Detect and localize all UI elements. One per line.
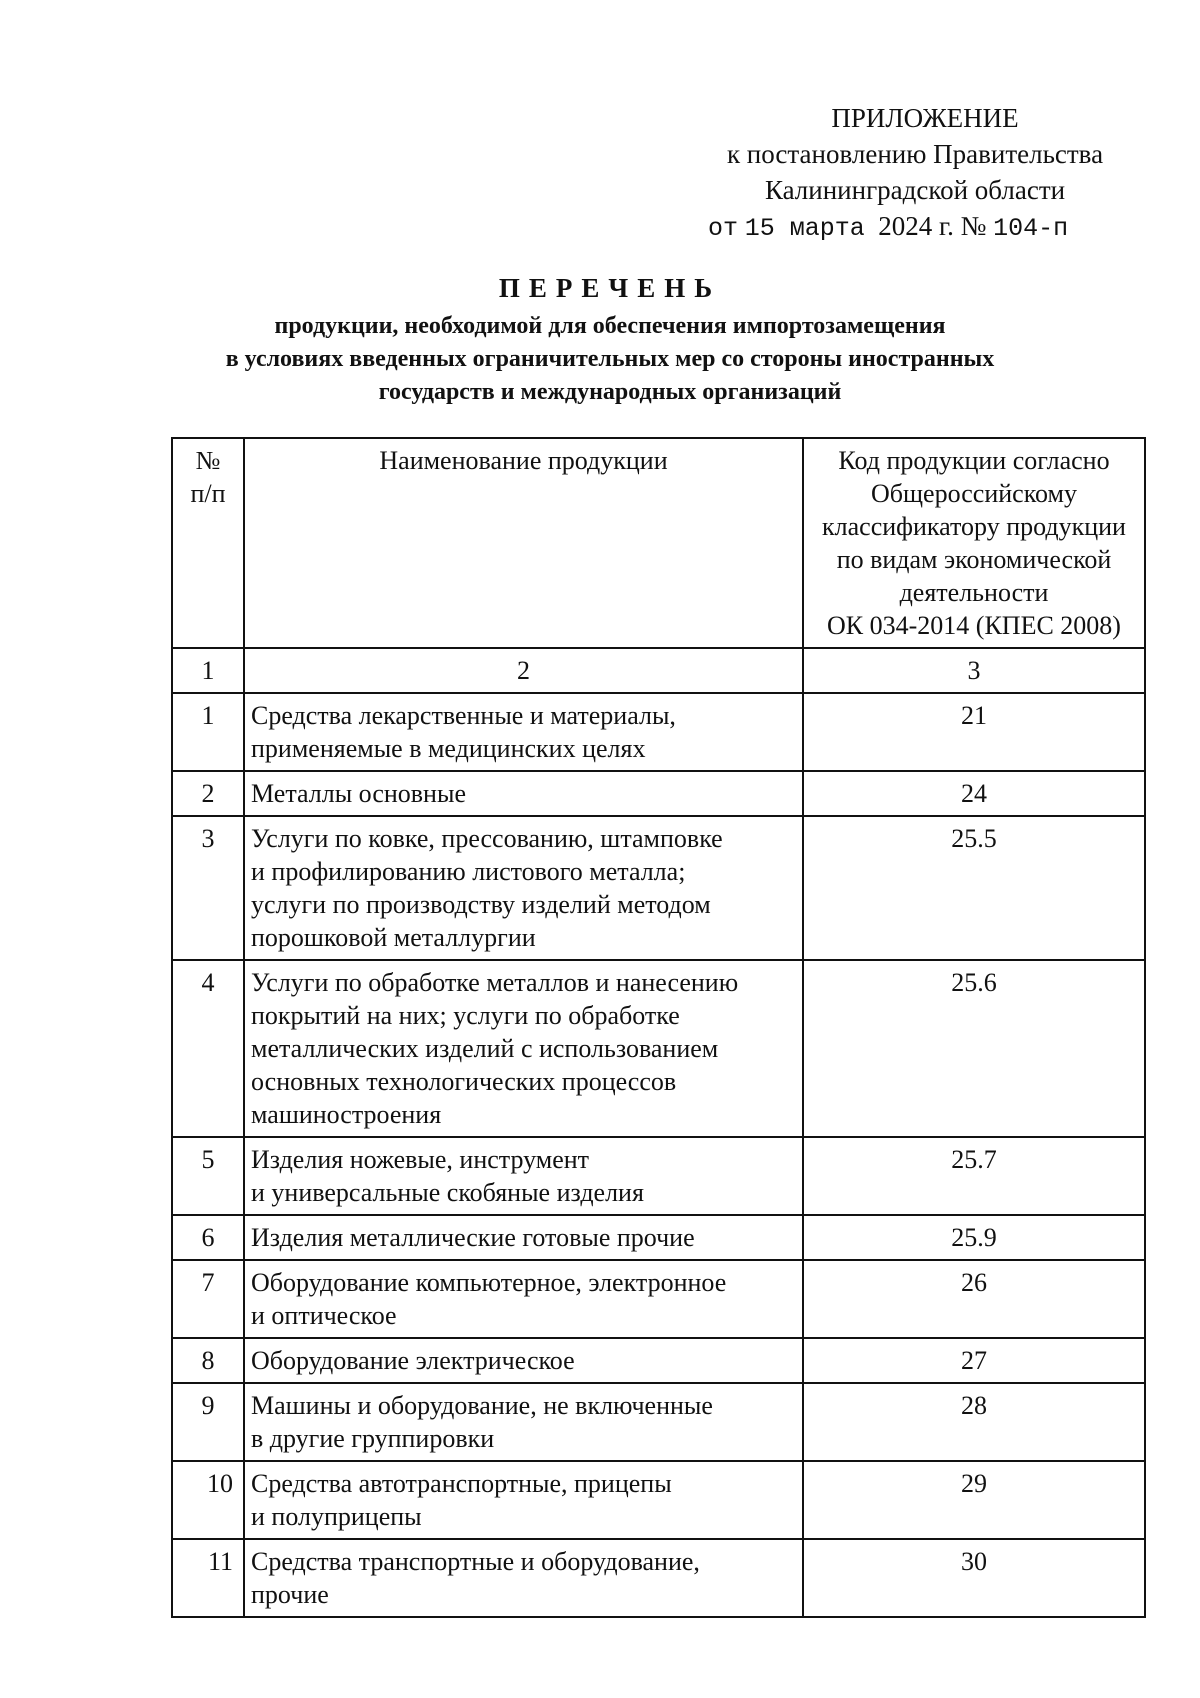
product-code: 24 bbox=[803, 771, 1145, 816]
product-code: 21 bbox=[803, 693, 1145, 771]
table-row bbox=[172, 816, 1145, 960]
header-code-line: Код продукции согласно bbox=[838, 446, 1110, 475]
appendix-date-line bbox=[708, 208, 1180, 247]
product-name-line: применяемые в медицинских целях bbox=[251, 734, 646, 763]
product-name-line: Услуги по ковке, прессованию, штамповке bbox=[251, 824, 723, 853]
table-row bbox=[172, 693, 1145, 771]
heading-subtitle-line: продукции, необходимой для обеспечения импортозамещения bbox=[274, 313, 946, 339]
row-number: 9 bbox=[172, 1383, 244, 1461]
table-row bbox=[172, 1383, 1145, 1461]
table-row bbox=[172, 1215, 1145, 1260]
table-row bbox=[172, 1461, 1145, 1539]
column-number: 1 bbox=[172, 648, 244, 693]
document-number: 104-п bbox=[993, 214, 1069, 243]
product-name-line: порошковой металлургии bbox=[251, 923, 536, 952]
table-row bbox=[172, 1137, 1145, 1215]
product-name-line: Средства лекарственные и материалы, bbox=[251, 701, 676, 730]
table-header-row bbox=[172, 438, 1145, 648]
header-code-line: деятельности bbox=[899, 578, 1049, 607]
row-number: 7 bbox=[172, 1260, 244, 1338]
product-name bbox=[244, 693, 803, 771]
product-name-line: услуги по производству изделий методом bbox=[251, 890, 711, 919]
date-day-month: 15 марта bbox=[744, 214, 865, 243]
product-name-line: и полуприцепы bbox=[251, 1502, 422, 1531]
product-code: 25.9 bbox=[803, 1215, 1145, 1260]
table-row bbox=[172, 1260, 1145, 1338]
header-num-line: № bbox=[195, 446, 221, 475]
column-number-row bbox=[172, 648, 1145, 693]
product-name-line: металлических изделий с использованием bbox=[251, 1034, 719, 1063]
product-name-line: и оптическое bbox=[251, 1301, 397, 1330]
row-number: 11 bbox=[172, 1539, 244, 1617]
date-prefix: от bbox=[708, 214, 739, 243]
header-num bbox=[172, 438, 244, 648]
product-name bbox=[244, 1461, 803, 1539]
heading-subtitle-line: государств и международных организаций bbox=[378, 379, 842, 405]
header-code bbox=[803, 438, 1145, 648]
row-number: 5 bbox=[172, 1137, 244, 1215]
row-number: 2 bbox=[172, 771, 244, 816]
number-sign: № bbox=[960, 211, 987, 241]
product-name-line: Оборудование компьютерное, электронное bbox=[251, 1268, 727, 1297]
row-number: 10 bbox=[172, 1461, 244, 1539]
product-name bbox=[244, 960, 803, 1137]
product-name-line: покрытий на них; услуги по обработке bbox=[251, 1001, 680, 1030]
product-name bbox=[244, 1215, 803, 1260]
product-name-line: машиностроения bbox=[251, 1100, 442, 1129]
table-row bbox=[172, 1539, 1145, 1617]
product-name bbox=[244, 771, 803, 816]
product-code: 25.7 bbox=[803, 1137, 1145, 1215]
product-name-line: основных технологических процессов bbox=[251, 1067, 677, 1096]
header-code-line: ОК 034-2014 (КПЕС 2008) bbox=[827, 611, 1121, 640]
product-code: 28 bbox=[803, 1383, 1145, 1461]
product-name-line: Средства транспортные и оборудование, bbox=[251, 1547, 700, 1576]
row-number: 8 bbox=[172, 1338, 244, 1383]
table-body bbox=[172, 648, 1145, 1617]
product-code: 25.5 bbox=[803, 816, 1145, 960]
product-name-line: Изделия ножевые, инструмент bbox=[251, 1145, 590, 1174]
product-name-line: прочие bbox=[251, 1580, 329, 1609]
table-row bbox=[172, 771, 1145, 816]
date-year: 2024 г. bbox=[878, 211, 954, 241]
heading-title: ПЕРЕЧЕНЬ bbox=[498, 273, 722, 303]
appendix-line-2: Калининградской области bbox=[764, 175, 1066, 205]
table-row bbox=[172, 1338, 1145, 1383]
product-code: 27 bbox=[803, 1338, 1145, 1383]
product-name bbox=[244, 1137, 803, 1215]
product-name bbox=[244, 1338, 803, 1383]
product-name-line: Услуги по обработке металлов и нанесению bbox=[251, 968, 739, 997]
column-number: 2 bbox=[244, 648, 803, 693]
header-num-line: п/п bbox=[190, 479, 226, 508]
appendix-title: ПРИЛОЖЕНИЕ bbox=[831, 103, 1019, 133]
header-code-line: классификатору продукции bbox=[822, 512, 1126, 541]
header-code-line: по видам экономической bbox=[836, 545, 1112, 574]
product-name-line: в другие группировки bbox=[251, 1424, 495, 1453]
table-row bbox=[172, 960, 1145, 1137]
row-number: 4 bbox=[172, 960, 244, 1137]
row-number: 3 bbox=[172, 816, 244, 960]
document-heading bbox=[150, 270, 1070, 409]
product-code: 26 bbox=[803, 1260, 1145, 1338]
product-name-line: Машины и оборудование, не включенные bbox=[251, 1391, 713, 1420]
appendix-block bbox=[650, 100, 1180, 247]
product-name bbox=[244, 1383, 803, 1461]
product-name bbox=[244, 1539, 803, 1617]
row-number: 6 bbox=[172, 1215, 244, 1260]
product-name bbox=[244, 816, 803, 960]
product-code: 29 bbox=[803, 1461, 1145, 1539]
row-number: 1 bbox=[172, 693, 244, 771]
product-name-line: Оборудование электрическое bbox=[251, 1346, 575, 1375]
product-name-line: Средства автотранспортные, прицепы bbox=[251, 1469, 672, 1498]
product-code: 30 bbox=[803, 1539, 1145, 1617]
product-name-line: Металлы основные bbox=[251, 779, 466, 808]
product-name-line: и профилированию листового металла; bbox=[251, 857, 686, 886]
heading-subtitle-line: в условиях введенных ограничительных мер со стороны иностранных bbox=[225, 346, 995, 372]
appendix-line-1: к постановлению Правительства bbox=[726, 139, 1104, 169]
product-name-line: Изделия металлические готовые прочие bbox=[251, 1223, 695, 1252]
product-name-line: и универсальные скобяные изделия bbox=[251, 1178, 644, 1207]
header-name: Наименование продукции bbox=[244, 438, 803, 648]
product-code: 25.6 bbox=[803, 960, 1145, 1137]
column-number: 3 bbox=[803, 648, 1145, 693]
product-table bbox=[171, 437, 1146, 1618]
header-code-line: Общероссийскому bbox=[871, 479, 1077, 508]
product-name bbox=[244, 1260, 803, 1338]
